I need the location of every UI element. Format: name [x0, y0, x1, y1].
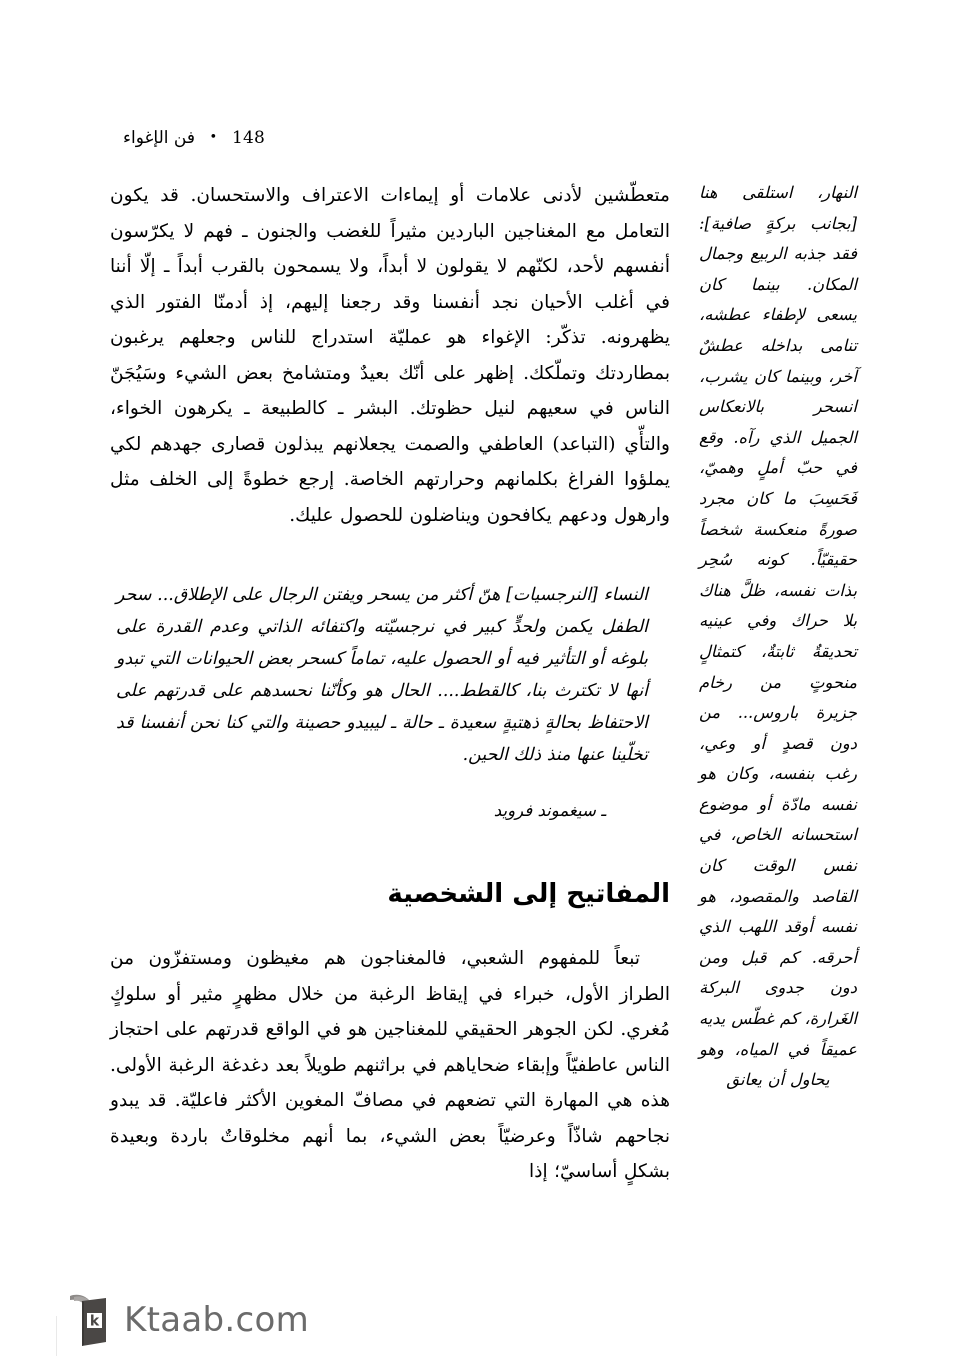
svg-text:k: k	[89, 1313, 100, 1330]
body-paragraph-1: متعطّشين لأدنى علامات أو إيماءات الاعتراف والاستحسان. قد يكون التعامل مع المغناجين الباردين مثيراً للغضب والجنون ـ فهم لا يكرّسون أنفسهم لأحد، لكنّهم لا يقولون لا أبداً، ولا يسمحون بالقرب أبداً ـ إلّا أننا في أغلب الأحيان نجد أنفسنا وقد رجعنا إليهم، إذ أدمنّا الفتور الذي يظهرونه. تذكّر: الإغواء هو عمليّة استدراج للناس وجعلهم يرغبون بمطاردتك وتملّكك. إظهر على أنّك بعيدٌ ومتشامخ بعض الشيء وسَيُجَنّ الناس في سعيهم لنيل حظوتك. البشر ـ كالطبيعة ـ يكرهون الخواء، والتأّي (التباعد) العاطفي والصمت يجعلانهم يبذلون قصارى جهدهم لكي يملؤوا الفراغ بكلمانهم وحرارتهم الخاصة. إرجع خطوةً إلى الخلف مثل وارهول ودعهم يكافحون ويناضلون للحصول عليك.	[110, 185, 670, 526]
body-paragraph-2: تبعاً للمفهوم الشعبي، فالمغناجون هم مغيظون ومستفزّون من الطراز الأول، خبراء في إيقاظ الرغبة من خلال مظهرٍ مثير أو سلوكٍ مُغري. لكن الجوهر الحقيقي للمغناجين هو في الواقع قدرتهم على احتجاز الناس عاطفيّاً وإبقاء ضحاياهم في براثنهم طويلاً بعد دغدغة الرغبة الأولى. هذه هي المهارة التي تضعهم في مصافّ المغوين الأكثر فاعليّة. قد يبدو نجاحهم شاذّاً وعرضيّاً بعض الشيء، بما أنهم مخلوقاتٌ باردة وبعيدة بشكلٍ أساسيّ؛ إذا	[110, 948, 670, 1182]
main-text-column	[110, 178, 670, 1190]
watermark-label: Ktaab.com	[124, 1300, 310, 1340]
running-head-separator: •	[209, 130, 218, 145]
watermark-divider	[56, 1316, 57, 1356]
pull-quote-attribution: ـ سيغموند فرويد	[493, 801, 606, 820]
watermark	[68, 1292, 309, 1348]
margin-note-text: النهار، استلقى هنا [بجانب بركةٍ صافية]: فقد جذبه الربيع وجمال المكان. بينما كان يسعى لإطفاء عطشه، تنامى بداخله عطشٌ آخر، وبينما كان يشرب، انسحر بالانعكاس الجميل الذي رآه. وقع في حبّ أملٍ وهميّ، فَحَسِبَ ما كان مجرد صورةً منعكسة شخصاً حقيقيّاً. كونه سُحِر بذات نفسه، ظلَّ هناك بلا حراك وفي عينيه تحديقةٌ ثابتةٌ، كتمثالٍ منحوتٍ من رخام جزيرة باروس... من دون قصدٍ أو وعي، رغب بنفسه، وكان هو نفسه مادّة أو موضوع استحسانه الخاص، في نفس الوقت كان القاصد والمقصود، هو نفسه أوقد اللهب الذي أحرقه. كم قبل ومن دون جدوى البركة الغَرارة، كم غطّس يديه عميقاً في المياه، وهو يحاول أن يعانق	[699, 183, 857, 1090]
margin-note-column	[699, 178, 857, 1096]
section-heading: المفاتيح إلى الشخصية	[387, 879, 670, 909]
page-folio: 148	[231, 128, 266, 148]
pull-quote-text: النساء [النرجسيات] هنّ أكثر من يسحر ويفتن الرجال على الإطلاق... سحر الطفل يكمن ولحدٍّ كبير في نرجسيّته واكتفائه الذاتي وعدم القدرة على بلوغه أو التأثير فيه أو الحصول عليه، تماماً كسحر بعض الحيوانات التي تبدو أنها لا تكترث بنا، كالقطط.... الحال هو وكأنّنا نحسدهم على قدرتهم على الاحتفاظ بحالةٍ ذهتيةٍ سعيدة ـ حالة ـ ليبيدو حصينة والتي كنا نحن أنفسنا قد تخلّينا عنها منذ ذلك الحين.	[116, 585, 648, 765]
page-columns	[0, 178, 955, 1268]
book-icon	[68, 1292, 112, 1348]
book-title: فن الإغواء	[123, 128, 195, 148]
pull-quote	[110, 579, 670, 825]
running-head	[105, 128, 845, 148]
